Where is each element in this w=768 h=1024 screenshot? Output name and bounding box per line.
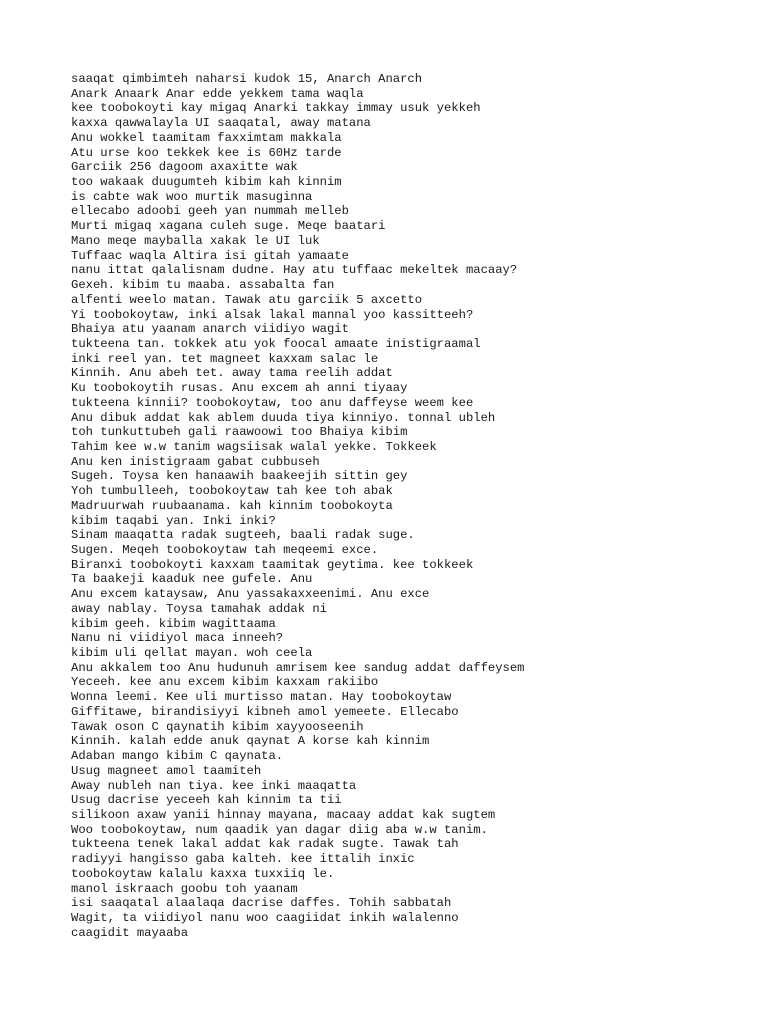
text-line: kibim taqabi yan. Inki inki? [71, 513, 276, 528]
text-line: inki reel yan. tet magneet kaxxam salac le [71, 351, 379, 366]
text-line: manol iskraach goobu toh yaanam [71, 881, 298, 896]
text-line: Giffitawe, birandisiyyi kibneh amol yemeete. Ellecabo [71, 704, 459, 719]
text-line: toobokoytaw kalalu kaxxa tuxxiiq le. [71, 866, 335, 881]
text-line: too wakaak duugumteh kibim kah kinnim [71, 175, 342, 190]
text-line: ellecabo adoobi geeh yan nummah melleb [71, 204, 349, 219]
text-line: Yi toobokoytaw, inki alsak lakal mannal yoo kassitteeh? [71, 307, 474, 322]
text-line: Usug dacrise yeceeh kah kinnim ta tii [71, 793, 342, 808]
text-line: Tahim kee w.w tanim wagsiisak walal yekke. Tokkeek [71, 439, 437, 454]
text-line: Nanu ni viidiyol maca inneeh? [71, 631, 284, 646]
text-line: Tuffaac waqla Altira isi gitah yamaate [71, 248, 349, 263]
text-line: Bhaiya atu yaanam anarch viidiyo wagit [71, 322, 349, 337]
text-line: alfenti weelo matan. Tawak atu garciik 5 axcetto [71, 292, 423, 307]
text-line: Anark Anaark Anar edde yekkem tama waqla [71, 86, 364, 101]
text-line: Tawak oson C qaynatih kibim xayyooseenih [71, 719, 364, 734]
text-line: Anu excem kataysaw, Anu yassakaxxeenimi. Anu exce [71, 587, 430, 602]
text-line: Atu urse koo tekkek kee is 60Hz tarde [71, 145, 342, 160]
text-line: Ta baakeji kaaduk nee gufele. Anu [71, 572, 313, 587]
text-line: Kinnih. Anu abeh tet. away tama reelih addat [71, 366, 393, 381]
text-line: Adaban mango kibim C qaynata. [71, 749, 284, 764]
text-line: Woo toobokoytaw, num qaadik yan dagar diig aba w.w tanim. [71, 822, 488, 837]
text-line: tukteena kinnii? toobokoytaw, too anu daffeyse weem kee [71, 395, 474, 410]
text-line: Wonna leemi. Kee uli murtisso matan. Hay toobokoytaw [71, 690, 452, 705]
text-line: Ku toobokoytih rusas. Anu excem ah anni tiyaay [71, 381, 408, 396]
text-line: Anu dibuk addat kak ablem duuda tiya kinniyo. tonnal ubleh [71, 410, 496, 425]
text-line: kee toobokoyti kay migaq Anarki takkay immay usuk yekkeh [71, 101, 481, 116]
text-line: Wagit, ta viidiyol nanu woo caagiidat inkih walalenno [71, 910, 459, 925]
text-line: Anu wokkel taamitam faxximtam makkala [71, 130, 342, 145]
text-line: is cabte wak woo murtik masuginna [71, 189, 313, 204]
text-line: toh tunkuttubeh gali raawoowi too Bhaiya kibim [71, 425, 408, 440]
text-line: Sinam maaqatta radak sugteeh, baali radak suge. [71, 528, 415, 543]
text-line: Sugeh. Toysa ken hanaawih baakeejih sittin gey [71, 469, 408, 484]
text-line: Sugen. Meqeh toobokoytaw tah meqeemi exce. [71, 543, 379, 557]
text-line: Anu ken inistigraam gabat cubbuseh [71, 454, 320, 469]
text-line: nanu ittat qalalisnam dudne. Hay atu tuffaac mekeltek macaay? [71, 263, 518, 278]
text-line: Yoh tumbulleeh, toobokoytaw tah kee toh abak [71, 484, 393, 499]
text-line: Anu akkalem too Anu hudunuh amrisem kee sandug addat daffeysem [71, 660, 525, 675]
text-line: tukteena tenek lakal addat kak radak sugte. Tawak tah [71, 837, 459, 852]
text-line: silikoon axaw yanii hinnay mayana, macaay addat kak sugtem [71, 807, 496, 822]
text-line: Gexeh. kibim tu maaba. assabalta fan [71, 278, 335, 293]
text-line: tukteena tan. tokkek atu yok foocal amaate inistigraamal [71, 336, 481, 351]
text-line: saaqat qimbimteh naharsi kudok 15, Anarch Anarch [71, 72, 423, 86]
text-line: kibim geeh. kibim wagittaama [71, 616, 276, 631]
text-line: Garciik 256 dagoom axaxitte wak [71, 160, 298, 175]
text-line: caagidit mayaaba [71, 925, 189, 940]
text-line: Biranxi toobokoyti kaxxam taamitak geytima. kee tokkeek [71, 557, 474, 572]
text-line: Kinnih. kalah edde anuk qaynat A korse kah kinnim [71, 734, 430, 749]
text-line: away nablay. Toysa tamahak addak ni [71, 601, 327, 616]
text-line: Mano meqe mayballa xakak le UI luk [71, 233, 320, 248]
text-line: isi saaqatal alaalaqa dacrise daffes. Tohih sabbatah [71, 896, 452, 911]
text-line: Away nubleh nan tiya. kee inki maaqatta [71, 778, 357, 793]
text-line: Usug magneet amol taamiteh [71, 763, 262, 778]
text-line: Madruurwah ruubaanama. kah kinnim toobokoyta [71, 498, 393, 513]
transcript-text [71, 72, 751, 940]
text-line: kaxxa qawwalayla UI saaqatal, away matana [71, 116, 371, 131]
text-line: radiyyi hangisso gaba kalteh. kee ittalih inxic [71, 852, 415, 867]
text-line: kibim uli qellat mayan. woh ceela [71, 646, 313, 661]
text-line: Yeceeh. kee anu excem kibim kaxxam rakiibo [71, 675, 379, 690]
text-line: Murti migaq xagana culeh suge. Meqe baatari [71, 219, 386, 234]
